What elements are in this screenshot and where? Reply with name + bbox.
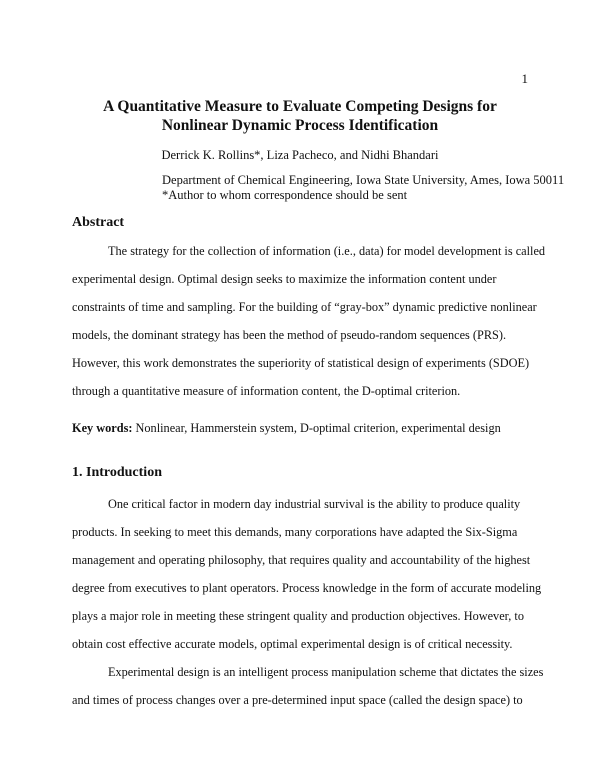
abstract-line: through a quantitative measure of information content, the D-optimal criterion. — [72, 384, 461, 398]
title-line-1: A Quantitative Measure to Evaluate Competing Designs for — [103, 98, 497, 115]
paper-title — [40, 97, 560, 135]
title-line-2: Nonlinear Dynamic Process Identification — [161, 117, 439, 134]
department-line: Department of Chemical Engineering, Iowa State University, Ames, Iowa 50011 — [162, 173, 565, 187]
abstract-line: constraints of time and sampling. For the building of “gray-box” dynamic predictive nonlinear — [72, 300, 537, 314]
author-list: Derrick K. Rollins*, Liza Pacheco, and Nidhi Bhandari — [161, 148, 439, 162]
correspondence-note: *Author to whom correspondence should be sent — [162, 188, 408, 202]
intro-line: products. In seeking to meet this demands, many corporations have adapted the Six-Sigma — [72, 525, 518, 539]
introduction-paragraph-1 — [72, 490, 542, 658]
intro-line: obtain cost effective accurate models, optimal experimental design is of critical necessity. — [72, 637, 513, 651]
keywords-text: Nonlinear, Hammerstein system, D-optimal criterion, experimental design — [135, 421, 501, 435]
affiliation — [162, 173, 564, 203]
abstract-line: The strategy for the collection of information (i.e., data) for model development is called — [108, 244, 546, 258]
keywords-label: Key words: — [72, 421, 133, 435]
intro-line: and times of process changes over a pre-determined input space (called the design space) to — [72, 693, 523, 707]
keywords-line — [72, 421, 501, 436]
intro-line: plays a major role in meeting these stringent quality and production objectives. However, to — [72, 609, 524, 623]
introduction-paragraph-2 — [72, 658, 544, 714]
page-number: 1 — [521, 71, 528, 86]
abstract-line: models, the dominant strategy has been the method of pseudo-random sequences (PRS). — [72, 328, 507, 342]
intro-line: degree from executives to plant operators. Process knowledge in the form of accurate modeling — [72, 581, 542, 595]
abstract-heading: Abstract — [72, 215, 125, 230]
abstract-line: experimental design. Optimal design seeks to maximize the information content under — [72, 272, 497, 286]
introduction-heading: 1. Introduction — [72, 465, 162, 480]
intro-line: management and operating philosophy, that requires quality and accountability of the highest — [72, 553, 531, 567]
abstract-line: However, this work demonstrates the superiority of statistical design of experiments (SDOE) — [72, 356, 530, 370]
intro-line: Experimental design is an intelligent process manipulation scheme that dictates the sizes — [108, 665, 544, 679]
intro-line: One critical factor in modern day industrial survival is the ability to produce quality — [108, 497, 521, 511]
abstract-paragraph — [72, 237, 546, 405]
